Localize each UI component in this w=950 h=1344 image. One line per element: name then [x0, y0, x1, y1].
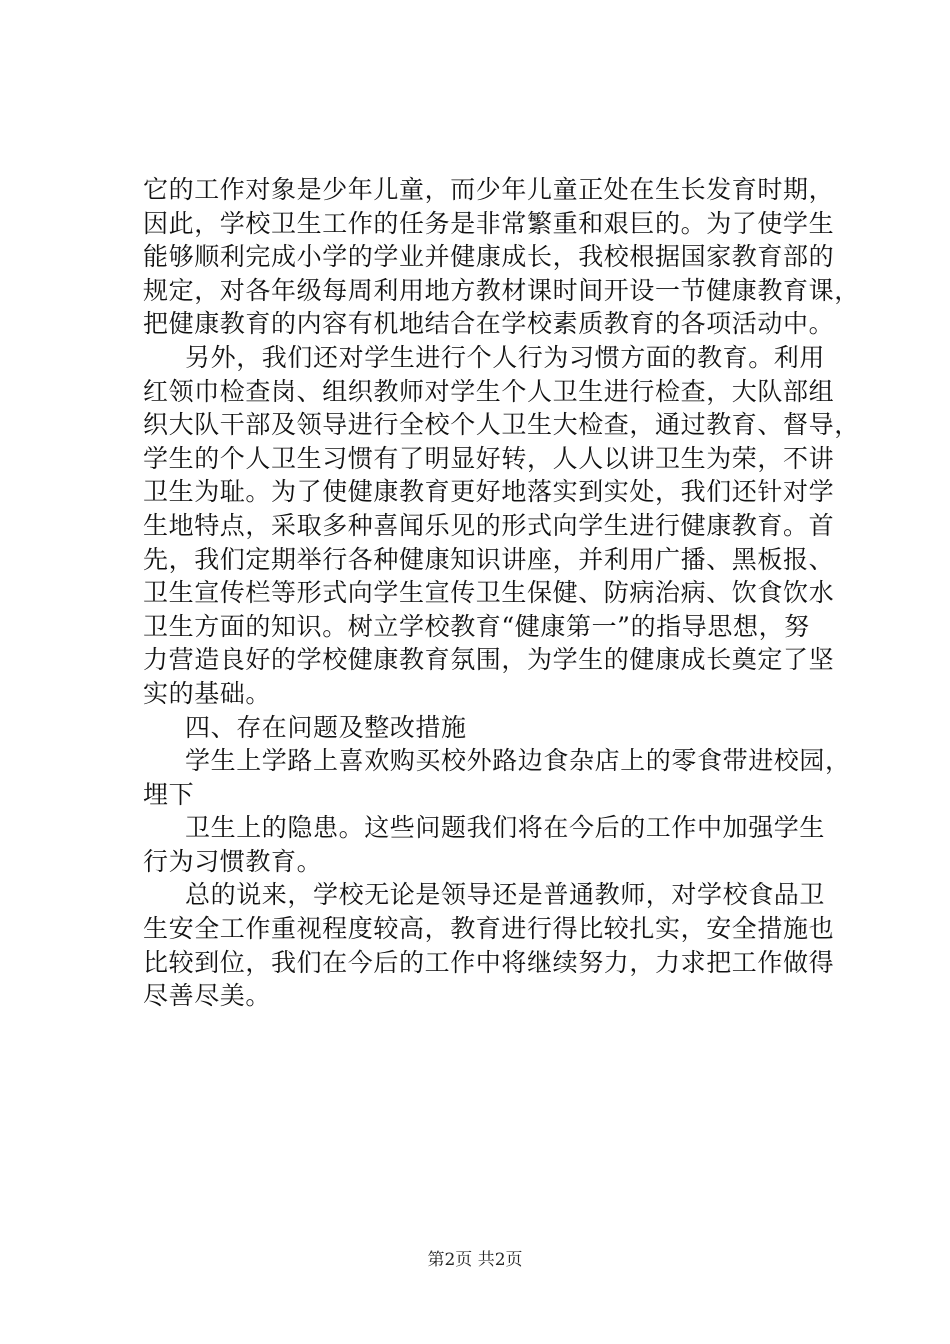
text-line: 卫生上的隐患。这些问题我们将在今后的工作中加强学生 — [185, 813, 826, 843]
text-line: 生安全工作重视程度较高，教育进行得比较扎实，安全措施也 — [143, 914, 835, 944]
text-line: 行为习惯教育。 — [143, 846, 323, 876]
text-line: 总的说来，学校无论是领导还是普通教师，对学校食品卫 — [185, 880, 826, 910]
section-heading: 四、存在问题及整改措施 — [185, 712, 467, 742]
page-number-footer: 第2页 共2页 — [427, 1250, 523, 1270]
paragraph-snacks-issue — [143, 744, 851, 811]
text-line: 规定，对各年级每周利用地方教材课时间开设一节健康教育课， — [143, 275, 860, 305]
text-line: 比较到位，我们在今后的工作中将继续努力，力求把工作做得 — [143, 947, 835, 977]
paragraph-school-health-tasks — [143, 173, 860, 341]
paragraph-hidden-danger — [143, 811, 843, 878]
text-line: 另外，我们还对学生进行个人行为习惯方面的教育。利用 — [185, 342, 826, 372]
text-line: 学生上学路上喜欢购买校外路边食杂店上的零食带进校园， — [185, 746, 851, 776]
text-line: 红领巾检查岗、组织教师对学生个人卫生进行检查，大队部组 — [143, 376, 835, 406]
document-body — [143, 173, 860, 1013]
text-line: 卫生为耻。为了使健康教育更好地落实到实处，我们还针对学 — [143, 477, 835, 507]
text-line: 织大队干部及领导进行全校个人卫生大检查，通过教育、督导， — [143, 410, 860, 440]
text-line: 先，我们定期举行各种健康知识讲座，并利用广播、黑板报、 — [143, 544, 835, 574]
text-line: 力营造良好的学校健康教育氛围，为学生的健康成长奠定了坚 — [143, 645, 835, 675]
text-line: 它的工作对象是少年儿童，而少年儿童正处在生长发育时期， — [143, 175, 835, 204]
text-line: 卫生宣传栏等形式向学生宣传卫生保健、防病治病、饮食饮水 — [143, 578, 835, 608]
text-line: 埋下 — [143, 779, 195, 809]
text-line: 因此，学校卫生工作的任务是非常繁重和艰巨的。为了使学生 — [143, 208, 835, 238]
text-line: 把健康教育的内容有机地结合在学校素质教育的各项活动中。 — [143, 309, 835, 339]
text-line: 生地特点，采取多种喜闻乐见的形式向学生进行健康教育。首 — [143, 510, 835, 540]
text-line: 能够顺利完成小学的学业并健康成长，我校根据国家教育部的 — [143, 242, 835, 272]
text-line: 尽善尽美。 — [143, 981, 272, 1011]
section-heading-problems — [143, 711, 843, 745]
text-line: 学生的个人卫生习惯有了明显好转，人人以讲卫生为荣，不讲 — [143, 443, 835, 473]
paragraph-personal-habits — [143, 341, 860, 711]
paragraph-conclusion — [143, 878, 843, 1012]
text-line: 卫生方面的知识。树立学校教育“健康第一”的指导思想，努 — [143, 611, 810, 641]
text-line: 实的基础。 — [143, 678, 272, 708]
